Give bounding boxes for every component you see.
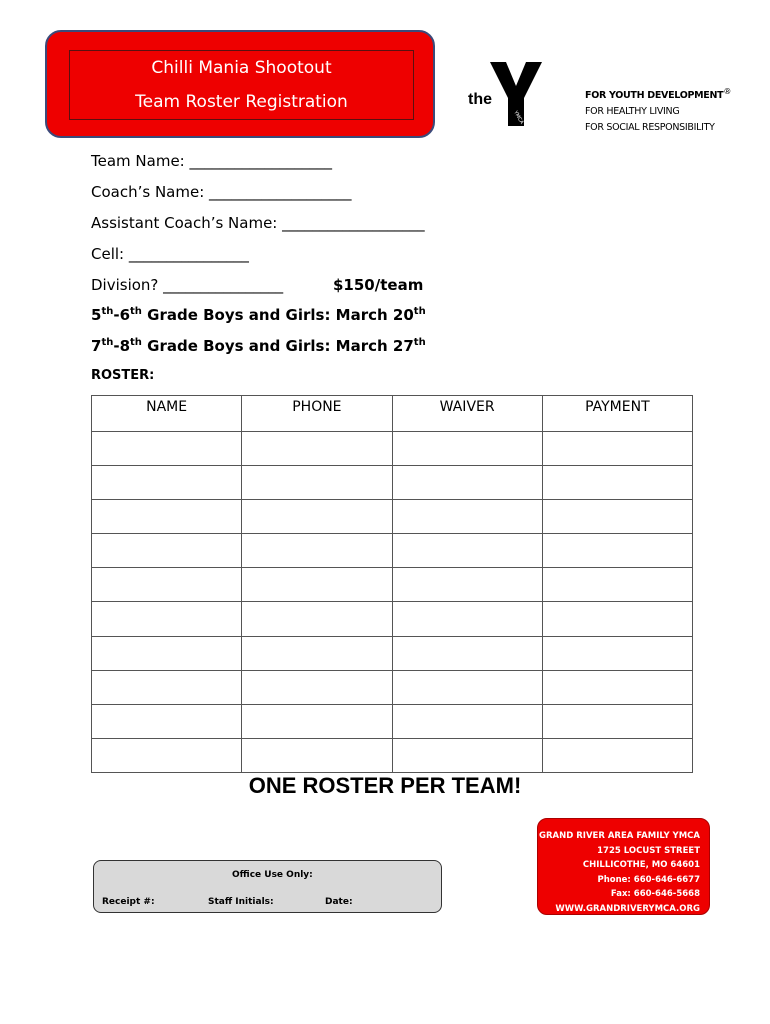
table-row [92,602,693,636]
team-price: $150/team [333,276,424,294]
roster-cell-payment[interactable] [542,602,692,636]
column-header-payment: PAYMENT [542,396,692,432]
table-row [92,534,693,568]
office-use-box [93,860,442,913]
table-row [92,568,693,602]
roster-cell-name[interactable] [92,704,242,738]
contact-box [537,818,710,915]
roster-cell-payment[interactable] [542,738,692,772]
roster-cell-waiver[interactable] [392,534,542,568]
roster-cell-waiver[interactable] [392,602,542,636]
roster-cell-phone[interactable] [242,466,392,500]
roster-header-row [92,396,693,432]
table-row [92,738,693,772]
form-title: Team Roster Registration [135,92,348,112]
division-field[interactable]: Division? ________________ [91,276,284,294]
phone-number: Phone: 660-646-6677 [597,874,700,885]
office-use-title: Office Use Only: [232,870,313,880]
table-row [92,466,693,500]
column-header-waiver: WAIVER [392,396,542,432]
roster-cell-waiver[interactable] [392,432,542,466]
fax-number: Fax: 660-646-5668 [610,889,700,899]
tagline-social: FOR SOCIAL RESPONSIBILITY [585,122,715,134]
roster-cell-phone[interactable] [242,738,392,772]
roster-cell-phone[interactable] [242,704,392,738]
column-header-name: NAME [92,396,242,432]
roster-cell-payment[interactable] [542,568,692,602]
registered-mark: ® [723,87,732,96]
taglines [585,84,731,136]
roster-table [91,395,693,773]
grade-5-6-line: 5th-6th Grade Boys and Girls: March 20th [91,306,426,324]
roster-cell-waiver[interactable] [392,670,542,704]
roster-cell-payment[interactable] [542,670,692,704]
roster-cell-name[interactable] [92,568,242,602]
roster-cell-waiver[interactable] [392,704,542,738]
roster-cell-name[interactable] [92,602,242,636]
team-name-field[interactable]: Team Name: ___________________ [91,152,332,170]
roster-label: ROSTER: [91,368,155,383]
roster-cell-payment[interactable] [542,636,692,670]
staff-initials-field[interactable]: Staff Initials: [208,897,274,907]
street-address: 1725 LOCUST STREET [597,845,700,856]
tagline-youth: FOR YOUTH DEVELOPMENT [585,90,724,102]
roster-cell-name[interactable] [92,466,242,500]
receipt-field[interactable]: Receipt #: [102,897,155,907]
roster-cell-phone[interactable] [242,602,392,636]
roster-cell-phone[interactable] [242,568,392,602]
roster-cell-waiver[interactable] [392,636,542,670]
column-header-phone: PHONE [242,396,392,432]
roster-cell-phone[interactable] [242,534,392,568]
table-row [92,636,693,670]
roster-cell-waiver[interactable] [392,466,542,500]
roster-cell-phone[interactable] [242,432,392,466]
org-name: GRAND RIVER AREA FAMILY YMCA [539,831,700,841]
tagline-healthy: FOR HEALTHY LIVING [585,106,680,118]
roster-cell-waiver[interactable] [392,738,542,772]
logo-sub: YMCA [512,110,525,126]
cell-field[interactable]: Cell: ________________ [91,245,249,263]
table-row [92,432,693,466]
roster-cell-waiver[interactable] [392,568,542,602]
table-row [92,670,693,704]
roster-cell-name[interactable] [92,500,242,534]
event-title: Chilli Mania Shootout [151,58,332,78]
roster-cell-name[interactable] [92,534,242,568]
roster-cell-name[interactable] [92,670,242,704]
one-roster-notice: ONE ROSTER PER TEAM! [248,773,522,798]
roster-cell-name[interactable] [92,636,242,670]
roster-cell-payment[interactable] [542,432,692,466]
roster-cell-payment[interactable] [542,466,692,500]
roster-cell-phone[interactable] [242,670,392,704]
roster-cell-payment[interactable] [542,500,692,534]
roster-cell-name[interactable] [92,738,242,772]
grade-7-8-line: 7th-8th Grade Boys and Girls: March 27th [91,337,426,355]
coach-name-field[interactable]: Coach’s Name: ___________________ [91,183,352,201]
logo-word: the [468,91,492,108]
roster-cell-payment[interactable] [542,534,692,568]
roster-cell-phone[interactable] [242,500,392,534]
website-link[interactable]: WWW.GRANDRIVERYMCA.ORG [555,903,700,914]
city-state-zip: CHILLICOTHE, MO 64601 [582,860,700,870]
table-row [92,500,693,534]
roster-body [92,432,693,773]
roster-cell-waiver[interactable] [392,500,542,534]
title-frame [69,50,414,120]
date-field[interactable]: Date: [325,897,353,907]
assistant-coach-field[interactable]: Assistant Coach’s Name: ___________________ [91,214,425,232]
table-row [92,704,693,738]
roster-cell-payment[interactable] [542,704,692,738]
title-box [45,30,435,138]
roster-cell-name[interactable] [92,432,242,466]
ymca-logo-icon [466,60,556,128]
roster-cell-phone[interactable] [242,636,392,670]
